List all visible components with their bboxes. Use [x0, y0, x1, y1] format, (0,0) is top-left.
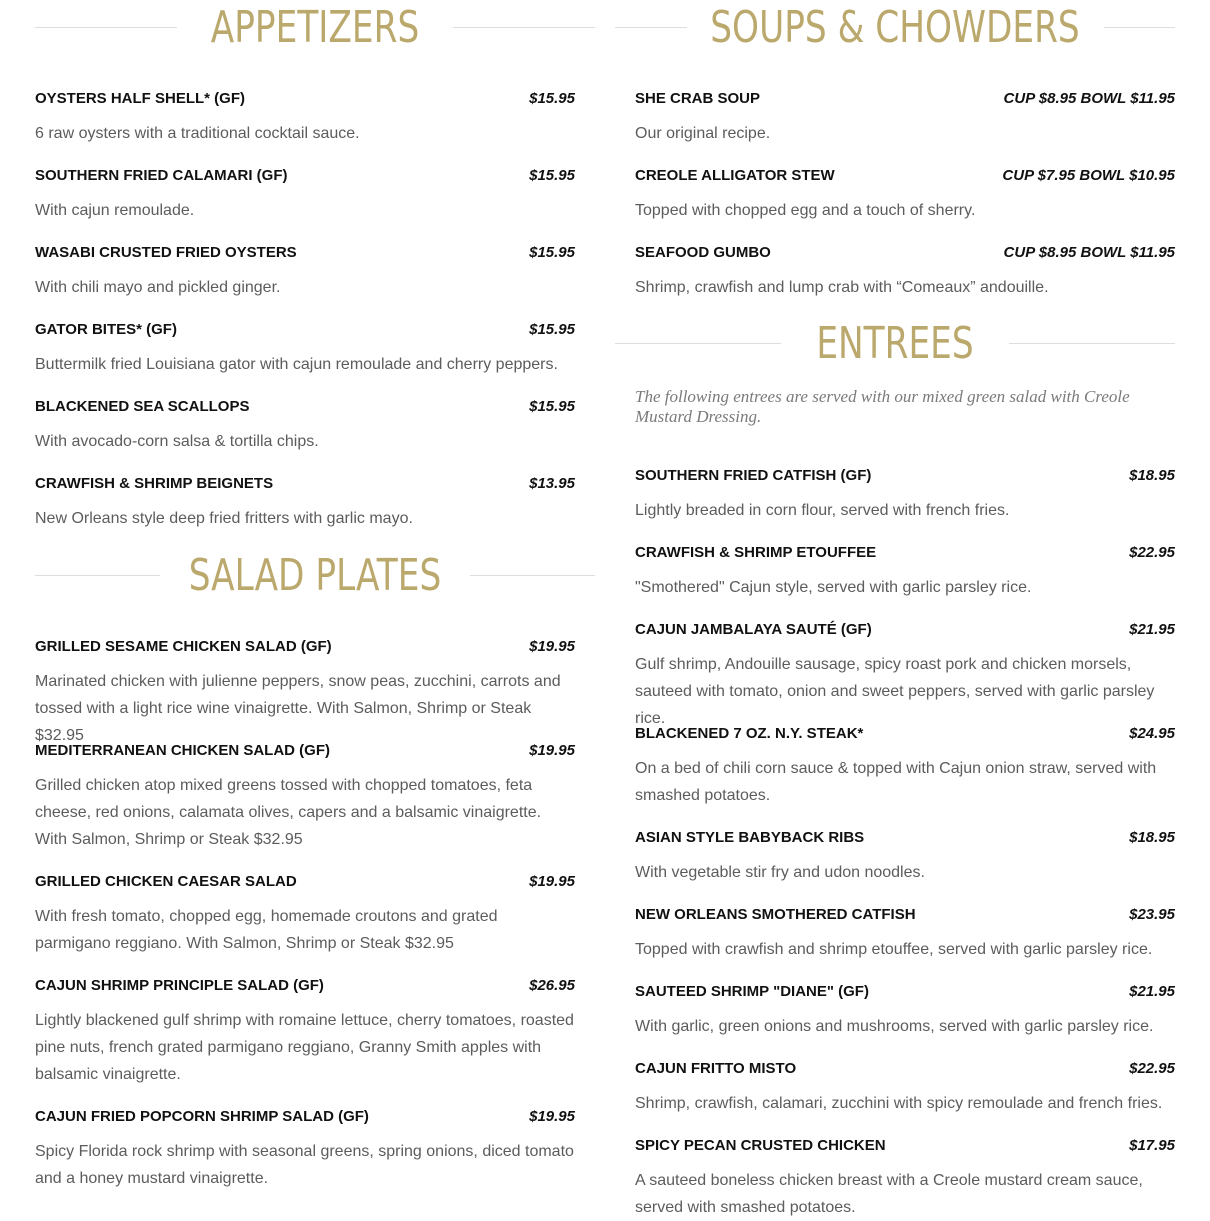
- entree-item: [635, 1136, 1175, 1221]
- entree-item: [635, 905, 1175, 963]
- item-name: NEW ORLEANS SMOTHERED CATFISH: [635, 906, 916, 923]
- item-price: $19.95: [529, 873, 575, 890]
- item-name: SHE CRAB SOUP: [635, 90, 761, 107]
- item-description: Lightly breaded in corn flour, served with french fries.: [635, 502, 1010, 519]
- item-price: $15.95: [529, 90, 575, 107]
- entree-item: [635, 828, 1175, 886]
- item-price: CUP $8.95 BOWL $11.95: [1003, 244, 1175, 261]
- item-description: Buttermilk fried Louisiana gator with cajun remoulade and cherry peppers.: [35, 356, 558, 373]
- salad-item: [35, 1107, 575, 1192]
- salad-item: [35, 872, 575, 957]
- item-name: SEAFOOD GUMBO: [635, 244, 771, 261]
- item-description: With chili mayo and pickled ginger.: [35, 279, 281, 296]
- item-description: On a bed of chili corn sauce & topped with Cajun onion straw, served with smashed potatoes.: [635, 760, 1157, 804]
- item-name: SOUTHERN FRIED CATFISH (GF): [635, 467, 872, 484]
- item-description: Topped with chopped egg and a touch of sherry.: [635, 202, 976, 219]
- item-price: $22.95: [1129, 544, 1175, 561]
- item-price: $19.95: [529, 638, 575, 655]
- item-name: WASABI CRUSTED FRIED OYSTERS: [35, 244, 297, 261]
- item-name: CAJUN FRITTO MISTO: [635, 1060, 797, 1077]
- item-description: With garlic, green onions and mushrooms, served with garlic parsley rice.: [635, 1018, 1154, 1035]
- item-description: Shrimp, crawfish and lump crab with “Comeaux” andouille.: [635, 279, 1049, 296]
- item-name: SOUTHERN FRIED CALAMARI (GF): [35, 167, 288, 184]
- item-price: CUP $7.95 BOWL $10.95: [1002, 167, 1175, 184]
- item-description: Our original recipe.: [635, 125, 771, 142]
- item-description: Marinated chicken with julienne peppers, snow peas, zucchini, carrots and tossed with a light rice wine vinaigrette. With Salmon, Shrimp or Steak $32.95: [35, 673, 561, 744]
- item-price: $21.95: [1129, 621, 1175, 638]
- item-name: GRILLED SESAME CHICKEN SALAD (GF): [35, 638, 332, 655]
- item-price: $19.95: [529, 742, 575, 759]
- header-rule-right: [1104, 27, 1175, 28]
- item-price: $24.95: [1129, 725, 1175, 742]
- appetizers-title: APPETIZERS: [210, 2, 420, 53]
- item-price: $22.95: [1129, 1060, 1175, 1077]
- item-price: $23.95: [1129, 906, 1175, 923]
- item-description: Lightly blackened gulf shrimp with romaine lettuce, cherry tomatoes, roasted pine nuts, french grated parmigano reggiano, Granny Smith apples with balsamic vinaigrette.: [35, 1012, 574, 1083]
- item-description: New Orleans style deep fried fritters with garlic mayo.: [35, 510, 413, 527]
- item-name: CAJUN FRIED POPCORN SHRIMP SALAD (GF): [35, 1108, 369, 1125]
- entree-item: [635, 543, 1175, 601]
- item-name: BLACKENED 7 OZ. N.Y. STEAK*: [635, 725, 864, 742]
- salad-item: [35, 637, 575, 749]
- appetizer-item: [35, 166, 575, 224]
- item-name: SPICY PECAN CRUSTED CHICKEN: [635, 1137, 886, 1154]
- entrees-title: ENTREES: [816, 318, 974, 369]
- item-description: Gulf shrimp, Andouille sausage, spicy roast pork and chicken morsels, sauteed with tomato, onion and sweet peppers, served with garlic parsley rice.: [635, 656, 1155, 727]
- item-price: $13.95: [529, 475, 575, 492]
- soups-title: SOUPS & CHOWDERS: [710, 2, 1080, 53]
- item-price: $15.95: [529, 167, 575, 184]
- item-price: $26.95: [529, 977, 575, 994]
- item-description: With cajun remoulade.: [35, 202, 195, 219]
- entrees-header: [615, 316, 1175, 372]
- entree-item: [635, 724, 1175, 809]
- entree-item: [635, 982, 1175, 1040]
- item-price: $18.95: [1129, 467, 1175, 484]
- item-name: MEDITERRANEAN CHICKEN SALAD (GF): [35, 742, 330, 759]
- appetizer-item: [35, 243, 575, 301]
- item-price: $15.95: [529, 398, 575, 415]
- item-price: $19.95: [529, 1108, 575, 1125]
- entree-item: [635, 466, 1175, 524]
- salads-title: SALAD PLATES: [188, 550, 442, 601]
- salad-item: [35, 741, 575, 853]
- soup-item: [635, 89, 1175, 147]
- item-description: Shrimp, crawfish, calamari, zucchini with spicy remoulade and french fries.: [635, 1095, 1163, 1112]
- item-name: OYSTERS HALF SHELL* (GF): [35, 90, 245, 107]
- item-name: CREOLE ALLIGATOR STEW: [635, 167, 835, 184]
- soups-header: [615, 0, 1175, 56]
- item-name: CRAWFISH & SHRIMP BEIGNETS: [35, 475, 274, 492]
- soup-item: [635, 243, 1175, 301]
- item-description: With vegetable stir fry and udon noodles.: [635, 864, 925, 881]
- appetizer-item: [35, 89, 575, 147]
- item-price: $18.95: [1129, 829, 1175, 846]
- item-description: Spicy Florida rock shrimp with seasonal greens, spring onions, diced tomato and a honey mustard vinaigrette.: [35, 1143, 574, 1187]
- item-name: CAJUN JAMBALAYA SAUTÉ (GF): [635, 621, 872, 638]
- item-name: SAUTEED SHRIMP "DIANE" (GF): [635, 983, 869, 1000]
- item-description: Topped with crawfish and shrimp etouffee, served with garlic parsley rice.: [635, 941, 1153, 958]
- item-name: ASIAN STYLE BABYBACK RIBS: [635, 829, 865, 846]
- item-description: 6 raw oysters with a traditional cocktail sauce.: [35, 125, 360, 142]
- salads-header: [35, 548, 595, 604]
- item-description: Grilled chicken atop mixed greens tossed with chopped tomatoes, feta cheese, red onions, calamata olives, capers and a balsamic vinaigrette. With Salmon, Shrimp or Steak $32.95: [35, 777, 542, 848]
- item-name: BLACKENED SEA SCALLOPS: [35, 398, 250, 415]
- appetizers-header: [35, 0, 595, 56]
- appetizer-item: [35, 320, 575, 378]
- entree-item: [635, 1059, 1175, 1117]
- item-price: $15.95: [529, 244, 575, 261]
- item-description: "Smothered" Cajun style, served with garlic parsley rice.: [635, 579, 1032, 596]
- entrees-note: The following entrees are served with our mixed green salad with Creole Mustard Dressing.: [635, 387, 1130, 426]
- salad-item: [35, 976, 575, 1088]
- item-name: CRAWFISH & SHRIMP ETOUFFEE: [635, 544, 877, 561]
- item-name: GATOR BITES* (GF): [35, 321, 177, 338]
- item-name: GRILLED CHICKEN CAESAR SALAD: [35, 873, 297, 890]
- item-price: $21.95: [1129, 983, 1175, 1000]
- soup-item: [635, 166, 1175, 224]
- item-price: $17.95: [1129, 1137, 1175, 1154]
- item-description: With fresh tomato, chopped egg, homemade croutons and grated parmigano reggiano. With Salmon, Shrimp or Steak $32.95: [35, 908, 498, 952]
- item-price: CUP $8.95 BOWL $11.95: [1003, 90, 1175, 107]
- item-description: With avocado-corn salsa & tortilla chips.: [35, 433, 319, 450]
- appetizer-item: [35, 474, 575, 532]
- entree-item: [635, 620, 1175, 732]
- appetizer-item: [35, 397, 575, 455]
- item-name: CAJUN SHRIMP PRINCIPLE SALAD (GF): [35, 977, 324, 994]
- item-price: $15.95: [529, 321, 575, 338]
- item-description: A sauteed boneless chicken breast with a Creole mustard cream sauce, served with smashed potatoes.: [635, 1172, 1143, 1216]
